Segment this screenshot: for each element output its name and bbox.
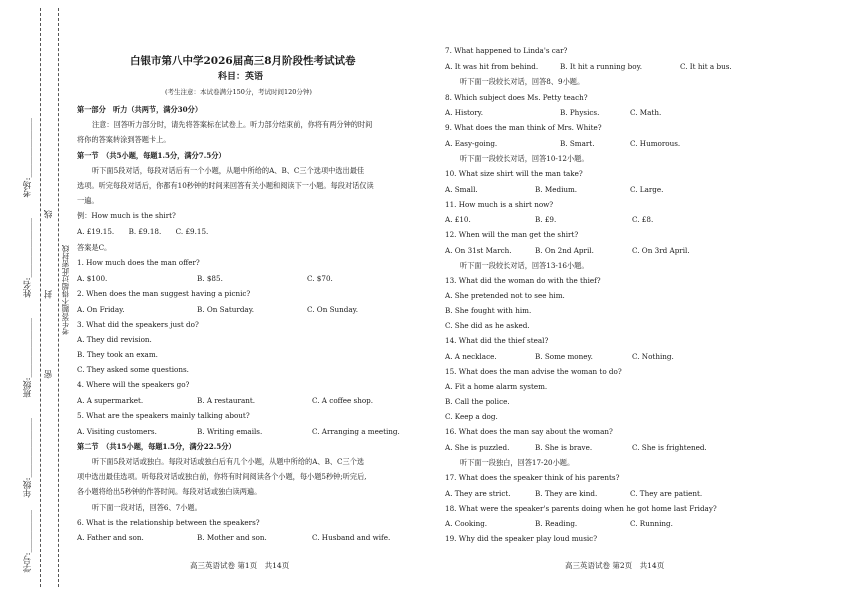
- subject-label: 科目：英语: [218, 72, 264, 82]
- q6-option-c: C. Husband and wife.: [312, 533, 391, 542]
- q11-option-b: B. £9.: [535, 215, 557, 224]
- q15-option-a: A. Fit a home alarm system.: [445, 382, 548, 391]
- q15-option-b: B. Call the police.: [445, 397, 510, 406]
- section1-desc-3: 一遍。: [77, 196, 99, 205]
- question-17: 17. What does the speaker think of his parents?: [445, 473, 620, 482]
- listen-10-12: 听下面一段较长对话，回答10-12小题。: [460, 154, 589, 163]
- q1-option-b: B. $85.: [197, 274, 223, 283]
- q14-option-c: C. Nothing.: [632, 352, 674, 361]
- q5-option-b: B. Writing emails.: [197, 427, 263, 436]
- q2-option-b: B. On Saturday.: [197, 305, 255, 314]
- q3-option-a: A. They did revision.: [77, 335, 152, 344]
- question-18: 18. What were the speaker's parents doing when he got home last Friday?: [445, 504, 717, 513]
- q9-option-b: B. Smart.: [560, 139, 595, 148]
- q4-option-c: C. A coffee shop.: [312, 396, 374, 405]
- seal-dashed-line-inner: [58, 8, 59, 587]
- q2-option-a: A. On Friday.: [77, 305, 125, 314]
- question-6: 6. What is the relationship between the speakers?: [77, 518, 260, 527]
- q1-option-a: A. $100.: [77, 274, 108, 283]
- question-19: 19. Why did the speaker play loud music?: [445, 534, 598, 543]
- q16-option-c: C. She is frightened.: [632, 443, 707, 452]
- q18-option-a: A. Cooking.: [445, 519, 488, 528]
- field-class: 班级:______________: [23, 318, 33, 398]
- listen-13-16: 听下面一段较长对话，回答13-16小题。: [460, 261, 589, 270]
- question-9: 9. What does the man think of Mrs. White?: [445, 123, 602, 132]
- q14-option-b: B. Some money.: [535, 352, 593, 361]
- seal-char-seal: 封: [44, 290, 54, 299]
- field-grade: 年级:______________: [23, 418, 33, 498]
- listen-6-7: 听下面一段对话，回答6、7小题。: [92, 503, 202, 512]
- q7-option-a: A. It was hit from behind.: [445, 62, 539, 71]
- exam-note: (考生注意：本试卷满分150分，考试时间120分钟): [165, 88, 312, 96]
- q16-option-b: B. She is brave.: [535, 443, 593, 452]
- q6-option-b: B. Mother and son.: [197, 533, 267, 542]
- binding-strip: [0, 0, 68, 595]
- instruction-line-2: 将你的答案转涂到答题卡上。: [77, 135, 171, 144]
- question-15: 15. What does the man advise the woman to do?: [445, 367, 622, 376]
- listen-8-9: 听下面一段较长对话，回答8、9小题。: [460, 77, 585, 86]
- q10-option-c: C. Large.: [630, 185, 664, 194]
- q13-option-b: B. She fought with him.: [445, 306, 532, 315]
- q8-option-c: C. Math.: [630, 108, 662, 117]
- question-2: 2. When does the man suggest having a picnic?: [77, 289, 251, 298]
- q8-option-a: A. History.: [445, 108, 484, 117]
- q11-option-c: C. £8.: [632, 215, 654, 224]
- q8-option-b: B. Physics.: [560, 108, 600, 117]
- question-16: 16. What does the man say about the woman?: [445, 427, 613, 436]
- question-5: 5. What are the speakers mainly talking about?: [77, 411, 250, 420]
- q14-option-a: A. A necklace.: [445, 352, 497, 361]
- question-12: 12. When will the man get the shirt?: [445, 230, 579, 239]
- example-question: 例：How much is the shirt?: [77, 211, 176, 220]
- instruction-line-1: 注意：回答听力部分时，请先将答案标在试卷上。听力部分结束前，你将有两分钟的时间: [92, 120, 373, 129]
- question-7: 7. What happened to Linda's car?: [445, 46, 568, 55]
- page-footer-2: 高三英语试卷 第2页 共14页: [565, 561, 665, 570]
- q7-option-c: C. It hit a bus.: [680, 62, 732, 71]
- q9-option-a: A. Easy-going.: [445, 139, 498, 148]
- q15-option-c: C. Keep a dog.: [445, 412, 498, 421]
- page-footer-1: 高三英语试卷 第1页 共14页: [190, 561, 290, 570]
- q17-option-a: A. They are strict.: [445, 489, 511, 498]
- q7-option-b: B. It hit a running boy.: [560, 62, 642, 71]
- seal-warning: 考生答题不得超过此密封线: [61, 245, 70, 335]
- question-1: 1. How much does the man offer?: [77, 258, 200, 267]
- q2-option-c: C. On Sunday.: [307, 305, 359, 314]
- part1-heading: 第一部分 听力（共两节，满分30分）: [77, 105, 203, 114]
- q16-option-a: A. She is puzzled.: [445, 443, 510, 452]
- q5-option-a: A. Visiting customers.: [77, 427, 157, 436]
- question-11: 11. How much is a shirt now?: [445, 200, 554, 209]
- q12-option-c: C. On 3rd April.: [632, 246, 690, 255]
- q13-option-a: A. She pretended not to see him.: [445, 291, 565, 300]
- seal-char-line: 线: [44, 210, 54, 219]
- example-options: A. £19.15. B. £9.18. C. £9.15.: [77, 227, 209, 236]
- question-10: 10. What size shirt will the man take?: [445, 169, 583, 178]
- question-3: 3. What did the speakers just do?: [77, 320, 199, 329]
- q13-option-c: C. She did as he asked.: [445, 321, 530, 330]
- field-name: 姓名:______________: [23, 218, 33, 298]
- section1-desc-1: 听下面5段对话，每段对话后有一个小题，从题中所给的A、B、C三个选项中选出最佳: [92, 166, 365, 175]
- listen-17-20: 听下面一段独白，回答17-20小题。: [460, 458, 575, 467]
- section1-desc-2: 选项。听完每段对话后，你都有10秒钟的时间来回答有关小题和阅读下一小题。每段对话仅读: [77, 181, 374, 190]
- q10-option-b: B. Medium.: [535, 185, 578, 194]
- section2-desc-3: 各小题将给出5秒钟的作答时间。每段对话或独白读两遍。: [77, 487, 262, 496]
- question-13: 13. What did the woman do with the thief?: [445, 276, 601, 285]
- q10-option-a: A. Small.: [445, 185, 478, 194]
- exam-title: 白银市第八中学2026届高三8月阶段性考试试卷: [130, 55, 356, 67]
- q17-option-c: C. They are patient.: [630, 489, 703, 498]
- seal-dashed-line: [40, 8, 41, 587]
- question-8: 8. Which subject does Ms. Petty teach?: [445, 93, 588, 102]
- q6-option-a: A. Father and son.: [77, 533, 144, 542]
- question-4: 4. Where will the speakers go?: [77, 380, 190, 389]
- q11-option-a: A. £10.: [445, 215, 471, 224]
- section2-heading: 第二节 （共15小题，每题1.5分，满分22.5分）: [77, 442, 236, 451]
- q18-option-c: C. Running.: [630, 519, 673, 528]
- q17-option-b: B. They are kind.: [535, 489, 598, 498]
- section2-desc-1: 听下面5段对话或独白。每段对话或独白后有几个小题，从题中所给的A、B、C三个选: [92, 457, 365, 466]
- section2-desc-2: 项中选出最佳选项。听每段对话或独白前，你将有时间阅读各个小题，每小题5秒钟;听完后,: [77, 472, 367, 481]
- q3-option-c: C. They asked some questions.: [77, 365, 189, 374]
- seal-char-secret: 密: [44, 370, 54, 379]
- q4-option-a: A. A supermarket.: [77, 396, 144, 405]
- example-answer: 答案是C。: [77, 243, 112, 252]
- field-student-id: 学号:__________: [23, 510, 33, 573]
- question-14: 14. What did the thief steal?: [445, 336, 549, 345]
- field-exam-room: 考场:______________: [23, 118, 33, 198]
- q3-option-b: B. They took an exam.: [77, 350, 158, 359]
- section1-heading: 第一节 （共5小题，每题1.5分，满分7.5分）: [77, 151, 226, 160]
- q12-option-a: A. On 31st March.: [445, 246, 512, 255]
- q5-option-c: C. Arranging a meeting.: [312, 427, 400, 436]
- q1-option-c: C. $70.: [307, 274, 333, 283]
- q12-option-b: B. On 2nd April.: [535, 246, 594, 255]
- q9-option-c: C. Humorous.: [630, 139, 681, 148]
- q18-option-b: B. Reading.: [535, 519, 578, 528]
- q4-option-b: B. A restaurant.: [197, 396, 256, 405]
